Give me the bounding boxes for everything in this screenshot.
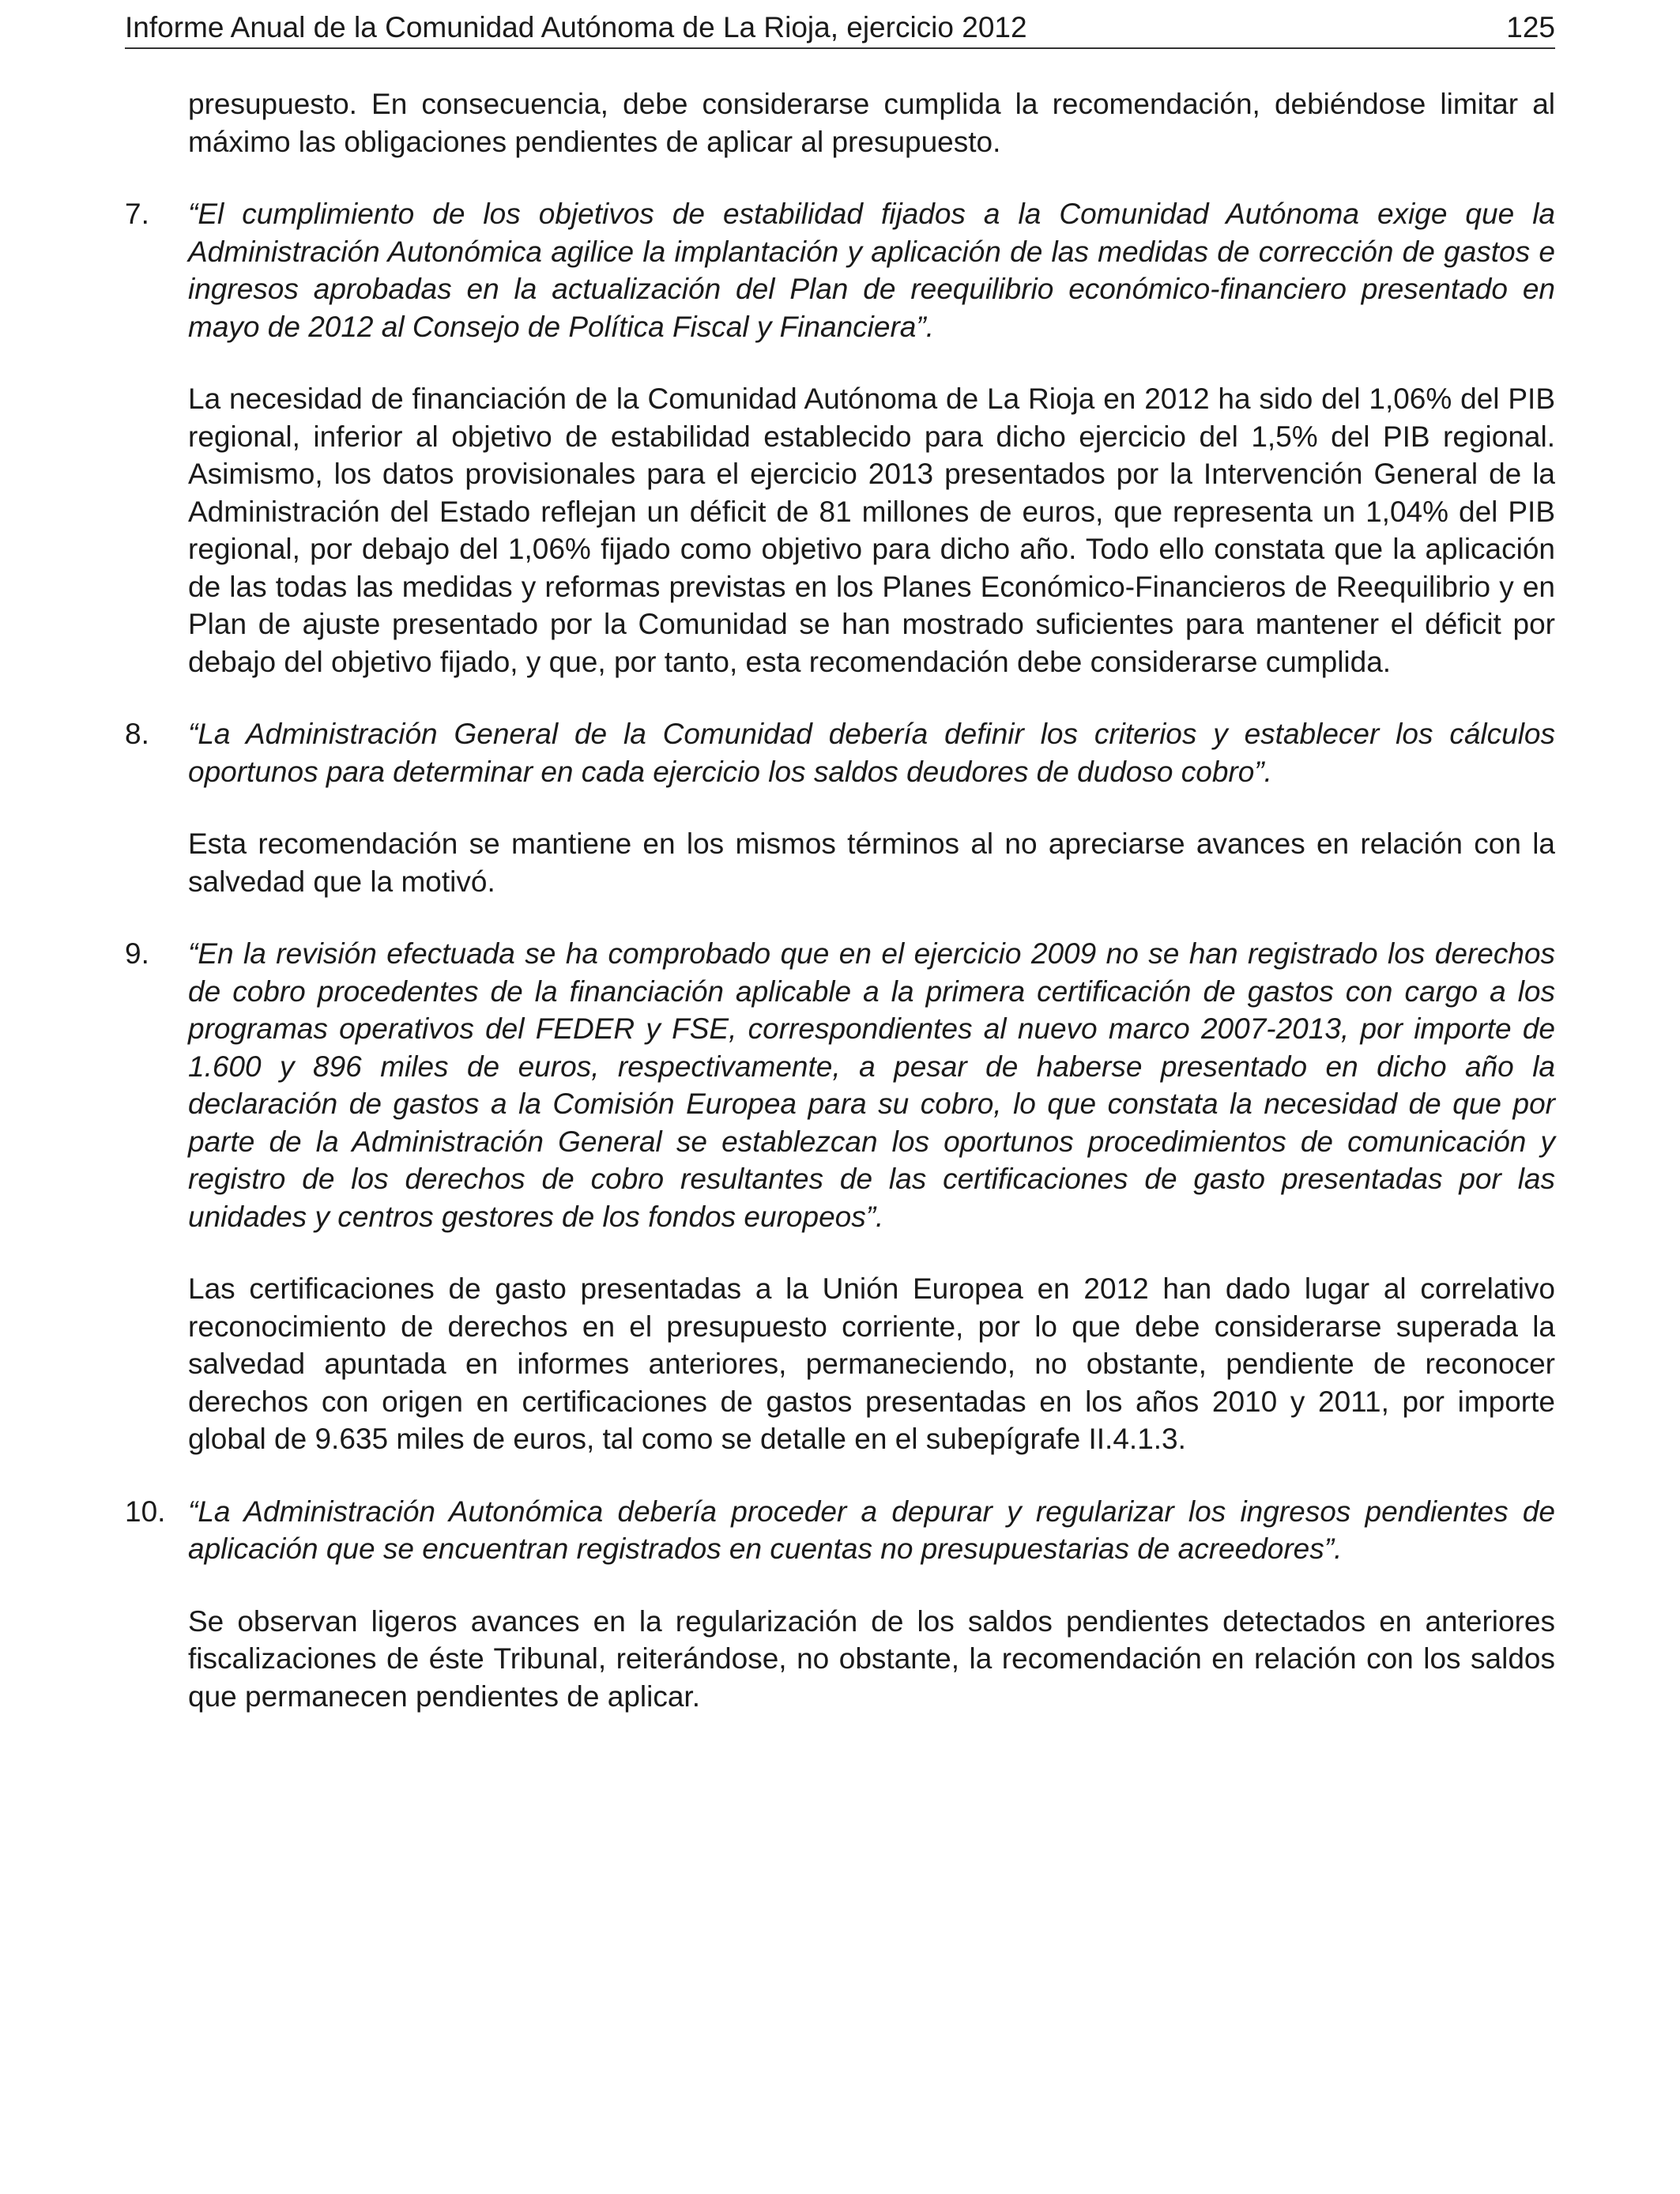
- page-number: 125: [1506, 11, 1555, 43]
- recommendation-quote: “La Administración General de la Comunidad debería definir los criterios y establecer los cálculos oportunos para determinar en cada ejercicio los saldos deudores de dudoso cobro”.: [188, 718, 1555, 788]
- item-number: 10.: [125, 1495, 166, 1528]
- recommendation-item-10: [125, 1493, 1555, 1568]
- page-body: [125, 85, 1555, 1750]
- recommendation-item-9: [125, 935, 1555, 1235]
- header-title: Informe Anual de la Comunidad Autónoma de La Rioja, ejercicio 2012: [125, 11, 1027, 43]
- recommendation-quote: “La Administración Autonómica debería proceder a depurar y regularizar los ingresos pendientes de aplicación que se encuentran registrados en cuentas no presupuestarias de acreedores”.: [188, 1495, 1555, 1565]
- recommendation-item-8: [125, 715, 1555, 790]
- page-header: [125, 6, 1555, 49]
- recommendation-response: Se observan ligeros avances en la regularización de los saldos pendientes detectados en anteriores fiscalizaciones de éste Tribunal, reiterándose, no obstante, la recomendación en relación con los saldos que permanecen pendientes de aplicar.: [188, 1604, 1555, 1713]
- item-number: 9.: [125, 937, 149, 970]
- recommendation-quote: “En la revisión efectuada se ha comprobado que en el ejercicio 2009 no se han registrado los derechos de cobro procedentes de la financiación aplicable a la primera certificación de gastos con cargo a los programas operativos del FEDER y FSE, correspondientes al nuevo marco 2007-2013, por importe de 1.600 y 896 miles de euros, respectivamente, a pesar de haberse presentado en dicho año la declaración de gastos a la Comisión Europea para su cobro, lo que constata la necesidad de que por parte de la Administración General se establezcan los oportunos procedimientos de comunicación y registro de los derechos de cobro resultantes de las certificaciones de gasto presentadas por las unidades y centros gestores de los fondos europeos”.: [188, 937, 1555, 1233]
- recommendation-item-7: [125, 195, 1555, 345]
- recommendation-response: Esta recomendación se mantiene en los mismos términos al no apreciarse avances en relación con la salvedad que la motivó.: [188, 827, 1555, 898]
- item-number: 7.: [125, 198, 149, 230]
- recommendation-quote: “El cumplimiento de los objetivos de estabilidad fijados a la Comunidad Autónoma exige que la Administración Autonómica agilice la implantación y aplicación de las medidas de corrección de gastos e ingresos aprobadas en la actualización del Plan de reequilibrio económico-financiero presentado en mayo de 2012 al Consejo de Política Fiscal y Financiera”.: [188, 198, 1555, 343]
- intro-paragraph: presupuesto. En consecuencia, debe considerarse cumplida la recomendación, debiéndose limitar al máximo las obligaciones pendientes de aplicar al presupuesto.: [188, 88, 1555, 158]
- recommendation-response: La necesidad de financiación de la Comunidad Autónoma de La Rioja en 2012 ha sido del 1,06% del PIB regional, inferior al objetivo de estabilidad establecido para dicho ejercicio del 1,5% del PIB regional. Asimismo, los datos provisionales para el ejercicio 2013 presentados por la Intervención General de la Administración del Estado reflejan un déficit de 81 millones de euros, que representa un 1,04% del PIB regional, por debajo del 1,06% fijado como objetivo para dicho año. Todo ello constata que la aplicación de las todas las medidas y reformas previstas en los Planes Económico-Financieros de Reequilibrio y en Plan de ajuste presentado por la Comunidad se han mostrado suficientes para mantener el déficit por debajo del objetivo fijado, y que, por tanto, esta recomendación debe considerarse cumplida.: [188, 383, 1555, 678]
- recommendation-response: Las certificaciones de gasto presentadas a la Unión Europea en 2012 han dado lugar al correlativo reconocimiento de derechos en el presupuesto corriente, por lo que debe considerarse superada la salvedad apuntada en informes anteriores, permaneciendo, no obstante, pendiente de reconocer derechos con origen en certificaciones de gastos presentadas en los años 2010 y 2011, por importe global de 9.635 miles de euros, tal como se detalle en el subepígrafe II.4.1.3.: [188, 1272, 1555, 1455]
- item-number: 8.: [125, 718, 149, 750]
